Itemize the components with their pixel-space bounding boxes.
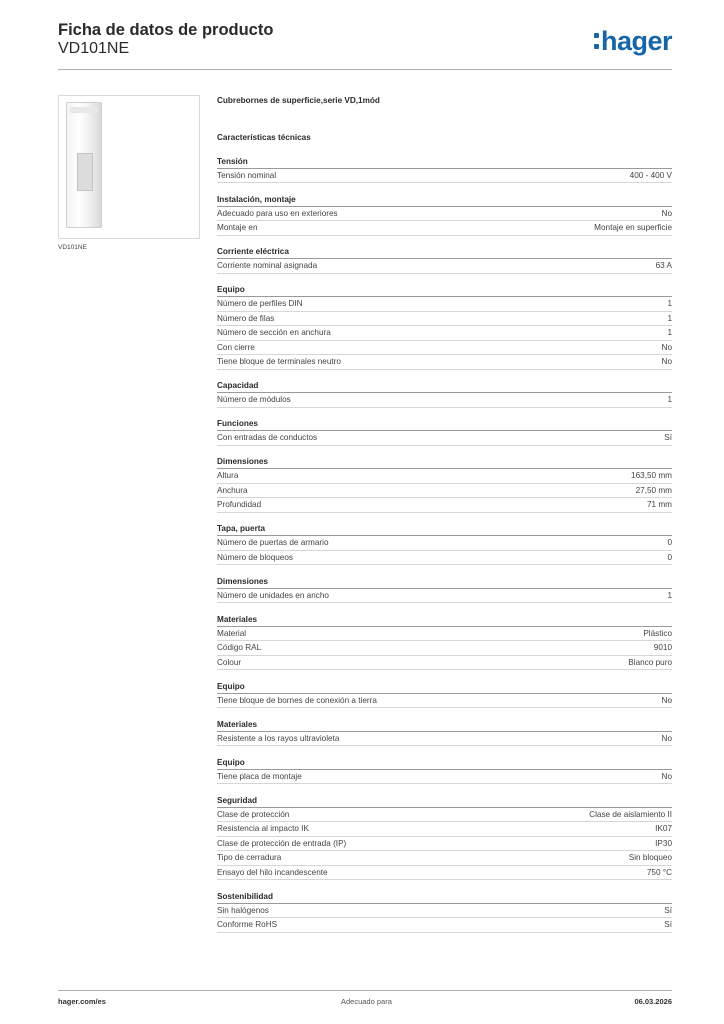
spec-value: 27,50 mm xyxy=(635,485,672,495)
spec-label: Resistente a los rayos ultravioleta xyxy=(217,733,340,743)
specs-heading: Características técnicas xyxy=(217,133,311,142)
spec-section xyxy=(217,680,672,709)
spec-value: 1 xyxy=(667,328,672,337)
spec-label: Ensayo del hilo incandescente xyxy=(217,867,328,877)
spec-label: Tiene placa de montaje xyxy=(217,771,302,781)
page-title: Ficha de datos de producto xyxy=(58,21,274,39)
spec-label: Número de sección en anchura xyxy=(217,328,331,337)
section-heading: Dimensiones xyxy=(217,575,672,589)
spec-label: Con cierre xyxy=(217,342,255,352)
spec-value: 1 xyxy=(667,313,672,323)
logo-mark-icon xyxy=(594,33,599,49)
spec-value: Sí xyxy=(664,920,672,929)
spec-value: Blanco puro xyxy=(628,657,672,667)
spec-value: No xyxy=(661,771,672,781)
spec-value: Clase de aislamiento II xyxy=(589,809,672,819)
spec-label: Colour xyxy=(217,657,242,667)
spec-label: Tiene bloque de bornes de conexión a tierra xyxy=(217,695,377,705)
spec-row xyxy=(217,589,672,604)
spec-label: Clase de protección xyxy=(217,809,290,819)
section-heading: Tensión xyxy=(217,155,672,169)
spec-label: Sin halógenos xyxy=(217,905,269,915)
footer-divider xyxy=(58,990,672,991)
product-image xyxy=(58,95,200,239)
spec-row xyxy=(217,770,672,785)
spec-label: Tensión nominal xyxy=(217,170,277,180)
section-heading: Dimensiones xyxy=(217,455,672,469)
spec-label: Clase de protección de entrada (IP) xyxy=(217,838,347,848)
spec-value: 163,50 mm xyxy=(631,471,672,480)
spec-label: Con entradas de conductos xyxy=(217,433,318,442)
spec-label: Resistencia al impacto IK xyxy=(217,824,309,833)
spec-row xyxy=(217,904,672,919)
spec-row xyxy=(217,641,672,656)
spec-label: Número de bloqueos xyxy=(217,552,294,562)
spec-section xyxy=(217,890,672,933)
spec-row xyxy=(217,169,672,184)
section-heading: Corriente eléctrica xyxy=(217,245,672,259)
spec-label: Anchura xyxy=(217,485,248,495)
spec-value: 63 A xyxy=(655,261,672,270)
spec-section xyxy=(217,455,672,513)
section-heading: Sostenibilidad xyxy=(217,890,672,904)
spec-value: 400 - 400 V xyxy=(629,170,672,180)
spec-value: 9010 xyxy=(653,643,672,652)
spec-row xyxy=(217,918,672,933)
spec-value: 0 xyxy=(667,538,672,547)
logo-text: hager xyxy=(600,26,672,56)
spec-value: No xyxy=(661,208,672,218)
spec-label: Tiene bloque de terminales neutro xyxy=(217,357,341,366)
spec-row xyxy=(217,221,672,236)
spec-row xyxy=(217,326,672,341)
spec-value: Sí xyxy=(664,905,672,915)
spec-content xyxy=(217,94,672,933)
spec-row xyxy=(217,341,672,356)
spec-value: 0 xyxy=(667,552,672,562)
spec-value: 1 xyxy=(667,299,672,308)
product-code: VD101NE xyxy=(58,40,130,57)
spec-value: 1 xyxy=(667,590,672,600)
spec-row xyxy=(217,259,672,274)
spec-label: Profundidad xyxy=(217,500,262,509)
hager-logo xyxy=(594,26,672,56)
spec-label: Número de unidades en ancho xyxy=(217,590,329,600)
spec-value: No xyxy=(661,695,672,705)
spec-value: 750 °C xyxy=(646,867,672,877)
spec-section xyxy=(217,379,672,408)
spec-section xyxy=(217,417,672,446)
spec-row xyxy=(217,656,672,671)
section-heading: Equipo xyxy=(217,680,672,694)
section-heading: Seguridad xyxy=(217,794,672,808)
spec-value: No xyxy=(661,357,672,366)
spec-sections xyxy=(217,155,672,933)
spec-label: Conforme RoHS xyxy=(217,920,278,929)
spec-row xyxy=(217,484,672,499)
spec-row xyxy=(217,498,672,513)
spec-label: Material xyxy=(217,628,247,638)
spec-row xyxy=(217,431,672,446)
section-heading: Equipo xyxy=(217,756,672,770)
spec-section xyxy=(217,718,672,747)
spec-row xyxy=(217,866,672,881)
page-header xyxy=(58,20,672,70)
spec-label: Número de módulos xyxy=(217,395,291,404)
spec-label: Código RAL xyxy=(217,643,262,652)
spec-section xyxy=(217,613,672,671)
spec-value: IK07 xyxy=(655,824,672,833)
spec-section xyxy=(217,245,672,274)
spec-value: Sin bloqueo xyxy=(628,853,672,862)
footer-date: 06.03.2026 xyxy=(634,997,672,1006)
spec-row xyxy=(217,551,672,566)
spec-label: Adecuado para uso en exteriores xyxy=(217,208,338,218)
section-heading: Equipo xyxy=(217,283,672,297)
spec-row xyxy=(217,312,672,327)
spec-value: IP30 xyxy=(655,838,672,848)
spec-row xyxy=(217,837,672,852)
spec-section xyxy=(217,155,672,184)
footer-website-link[interactable]: hager.com/es xyxy=(58,997,106,1006)
spec-value: 1 xyxy=(667,395,672,404)
spec-label: Tipo de cerradura xyxy=(217,853,282,862)
spec-value: No xyxy=(661,733,672,743)
spec-value: Montaje en superficie xyxy=(594,223,672,232)
spec-value: Plástico xyxy=(643,628,672,638)
spec-row xyxy=(217,355,672,370)
spec-section xyxy=(217,756,672,785)
section-heading: Materiales xyxy=(217,613,672,627)
spec-label: Montaje en xyxy=(217,223,258,232)
spec-row xyxy=(217,822,672,837)
spec-label: Número de perfiles DIN xyxy=(217,299,303,308)
spec-row xyxy=(217,851,672,866)
spec-label: Número de puertas de armario xyxy=(217,538,329,547)
spec-value: Sí xyxy=(664,433,672,442)
product-cover-picture xyxy=(66,102,102,228)
section-heading: Tapa, puerta xyxy=(217,522,672,536)
spec-row xyxy=(217,297,672,312)
spec-section xyxy=(217,794,672,881)
spec-section xyxy=(217,193,672,236)
footer-center-text: Adecuado para xyxy=(341,997,392,1006)
spec-row xyxy=(217,207,672,222)
product-name: Cubrebornes de superficie,serie VD,1mód xyxy=(217,96,380,105)
section-heading: Capacidad xyxy=(217,379,672,393)
spec-row xyxy=(217,694,672,709)
spec-row xyxy=(217,732,672,747)
spec-label: Altura xyxy=(217,471,239,480)
spec-label: Número de filas xyxy=(217,313,275,323)
spec-row xyxy=(217,393,672,408)
spec-section xyxy=(217,283,672,370)
spec-row xyxy=(217,536,672,551)
spec-value: No xyxy=(661,342,672,352)
spec-section xyxy=(217,575,672,604)
spec-value: 71 mm xyxy=(646,500,672,509)
product-image-caption: VD101NE xyxy=(58,244,87,251)
spec-row xyxy=(217,808,672,823)
section-heading: Materiales xyxy=(217,718,672,732)
section-heading: Funciones xyxy=(217,417,672,431)
spec-row xyxy=(217,627,672,642)
header-divider xyxy=(58,69,672,70)
section-heading: Instalación, montaje xyxy=(217,193,672,207)
spec-row xyxy=(217,469,672,484)
spec-label: Corriente nominal asignada xyxy=(217,261,318,270)
spec-section xyxy=(217,522,672,565)
